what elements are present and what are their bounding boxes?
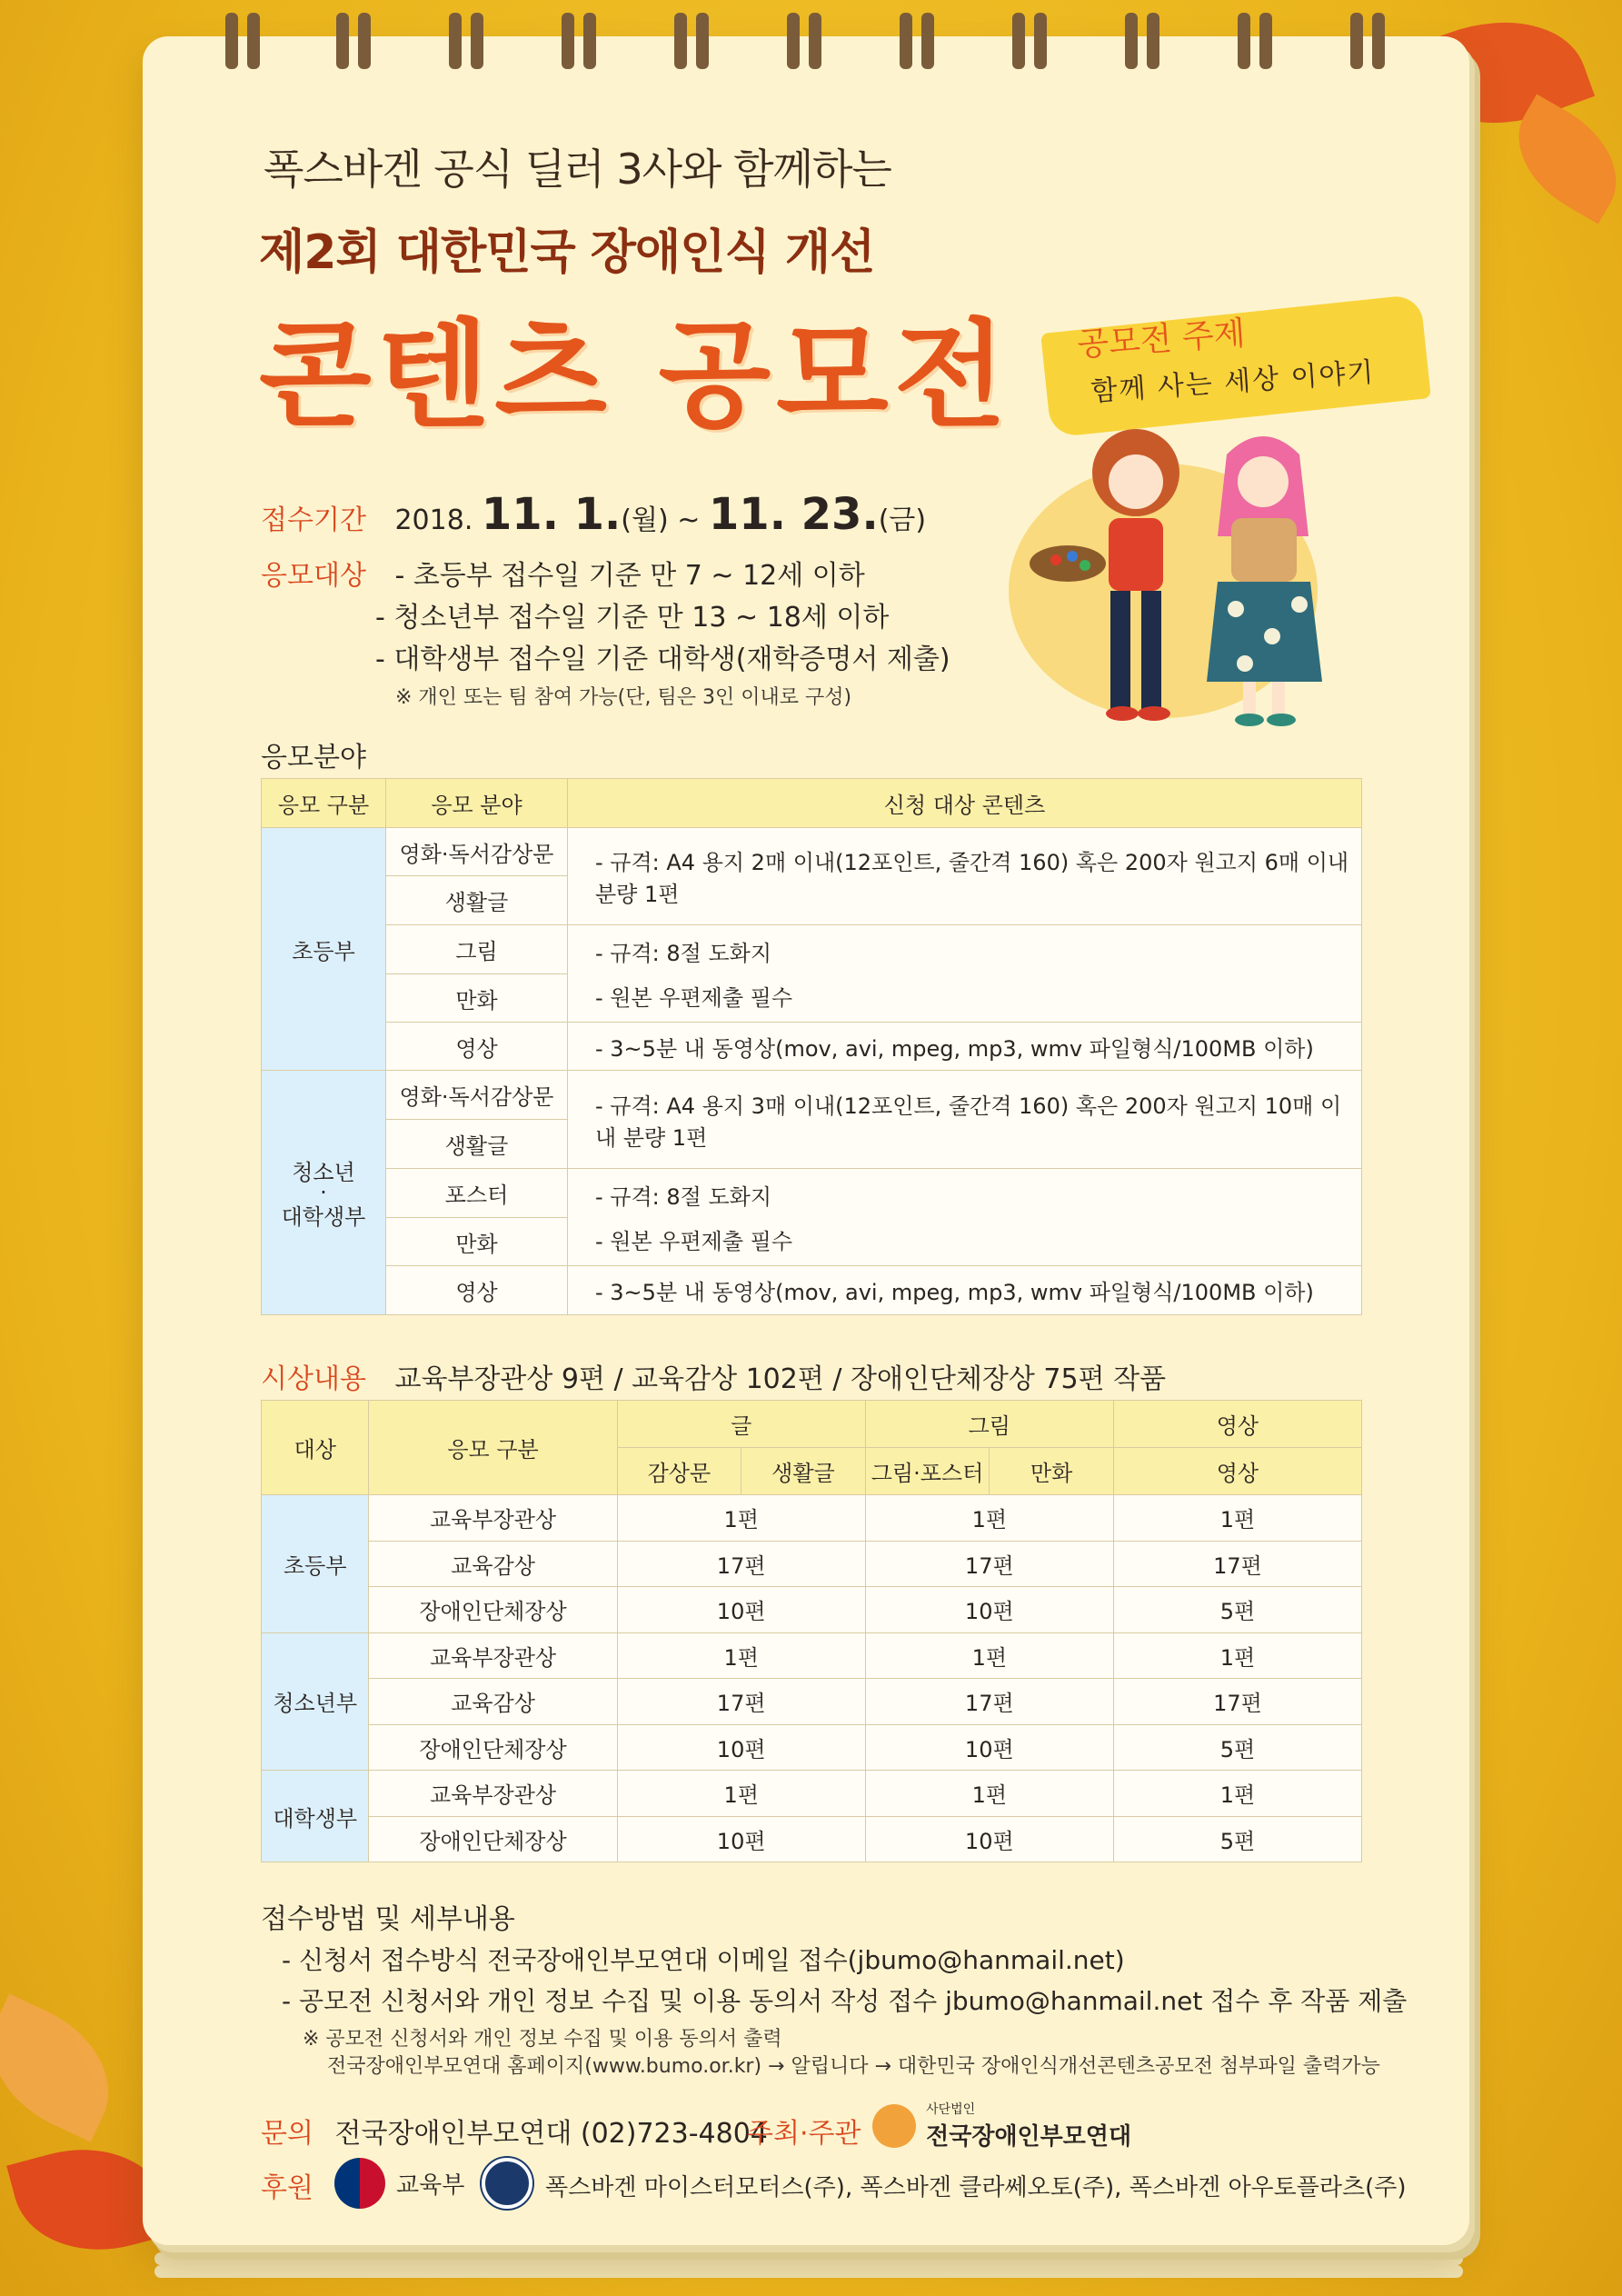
ring bbox=[921, 13, 934, 69]
award-cell: 교육감상 bbox=[369, 1679, 617, 1725]
ring bbox=[583, 13, 596, 69]
ring bbox=[449, 13, 462, 69]
table-row bbox=[262, 1587, 1362, 1633]
poster-title-big: 콘텐츠 공모전 bbox=[259, 308, 1012, 444]
host-name: 전국장애인부모연대 bbox=[926, 2123, 1132, 2151]
video-cell: 1편 bbox=[1113, 1495, 1361, 1542]
theme-label: 공모전 주제 bbox=[1076, 314, 1247, 364]
drawing-cell: 1편 bbox=[865, 1771, 1113, 1817]
ring bbox=[1147, 13, 1159, 69]
ring bbox=[1034, 13, 1047, 69]
volkswagen-icon bbox=[482, 2158, 532, 2209]
period-start-day: (월) bbox=[621, 504, 669, 536]
period-label: 접수기간 bbox=[261, 504, 366, 536]
fields-label: 응모분야 bbox=[261, 742, 366, 774]
writing-cell: 10편 bbox=[617, 1587, 865, 1633]
table-header: 응모 분야 bbox=[386, 779, 568, 828]
submission-note: 전국장애인부모연대 홈페이지(www.bumo.or.kr) → 알립니다 → 대한민국 장애인식개선콘텐츠공모전 첨부파일 출력가능 bbox=[327, 2055, 1380, 2078]
table-row bbox=[262, 1632, 1362, 1679]
fields-table bbox=[261, 778, 1362, 1315]
period-year: 2018. bbox=[394, 504, 473, 536]
sponsor-names: 폭스바겐 마이스터모터스(주), 폭스바겐 클라쎄오토(주), 폭스바겐 아우토플라츠(주) bbox=[545, 2174, 1407, 2201]
period-start: 11. 1. bbox=[481, 489, 622, 540]
category-line: 대학생부 bbox=[281, 1204, 366, 1230]
table-subheader: 생활글 bbox=[741, 1448, 866, 1495]
table-row bbox=[262, 1816, 1362, 1862]
writing-cell: 1편 bbox=[617, 1495, 865, 1542]
drawing-cell: 10편 bbox=[865, 1724, 1113, 1771]
category-line: 청소년 bbox=[292, 1160, 355, 1185]
table-row bbox=[262, 1169, 1362, 1218]
category-line: · bbox=[320, 1180, 327, 1205]
video-cell: 1편 bbox=[1113, 1632, 1361, 1679]
vw-logo bbox=[482, 2158, 543, 2209]
ring bbox=[1372, 13, 1385, 69]
sponsor-line bbox=[261, 2165, 313, 2205]
ring bbox=[336, 13, 349, 69]
desc-cell: - 규격: A4 용지 3매 이내(12포인트, 줄간격 160) 혹은 200자 원고지 10매 이내 분량 1편 bbox=[568, 1071, 1362, 1169]
eligibility-item: - 대학생부 접수일 기준 대학생(재학증명서 제출) bbox=[375, 644, 950, 675]
ring bbox=[809, 13, 821, 69]
video-cell: 17편 bbox=[1113, 1679, 1361, 1725]
writing-cell: 10편 bbox=[617, 1816, 865, 1862]
field-cell: 영화·독서감상문 bbox=[386, 1071, 568, 1120]
period-end-day: (금) bbox=[878, 504, 927, 536]
desc-cell: - 규격: A4 용지 2매 이내(12포인트, 줄간격 160) 혹은 200자 원고지 6매 이내 분량 1편 bbox=[568, 828, 1362, 925]
submission-label: 접수방법 및 세부내용 bbox=[261, 1903, 515, 1935]
drawing-cell: 1편 bbox=[865, 1495, 1113, 1542]
host-logo bbox=[872, 2100, 1131, 2151]
drawing-cell: 17편 bbox=[865, 1541, 1113, 1587]
poster-title-line: 제2회 대한민국 장애인식 개선 bbox=[259, 225, 875, 280]
ring bbox=[247, 13, 260, 69]
ring bbox=[358, 13, 371, 69]
video-cell: 5편 bbox=[1113, 1724, 1361, 1771]
page-edge bbox=[154, 2265, 1463, 2278]
host-label: 주최·주관 bbox=[747, 2118, 861, 2150]
award-cell: 교육부장관상 bbox=[369, 1632, 617, 1679]
ring bbox=[900, 13, 912, 69]
period-sep: ~ bbox=[677, 504, 701, 536]
host-small-text: 사단법인 bbox=[926, 2102, 976, 2117]
table-subheader: 그림·포스터 bbox=[865, 1448, 990, 1495]
ministry-name: 교육부 bbox=[396, 2171, 465, 2200]
table-header: 대상 bbox=[262, 1401, 369, 1495]
writing-cell: 10편 bbox=[617, 1724, 865, 1771]
table-row bbox=[262, 1679, 1362, 1725]
table-header: 그림 bbox=[865, 1401, 1113, 1448]
desc-cell: - 3~5분 내 동영상(mov, avi, mpeg, mp3, wmv 파일형식/100MB 이하) bbox=[568, 1023, 1362, 1071]
ring bbox=[471, 13, 483, 69]
writing-cell: 1편 bbox=[617, 1771, 865, 1817]
category-cell: 대학생부 bbox=[262, 1771, 369, 1862]
contact-text: 전국장애인부모연대 (02)723-4804 bbox=[334, 2118, 768, 2150]
ring bbox=[1125, 13, 1138, 69]
table-row bbox=[262, 1771, 1362, 1817]
awards-summary: 교육부장관상 9편 / 교육감상 102편 / 장애인단체장상 75편 작품 bbox=[394, 1363, 1167, 1395]
ring bbox=[787, 13, 800, 69]
eligibility-line-1 bbox=[261, 553, 865, 593]
category-cell: 청소년부 bbox=[262, 1632, 369, 1771]
award-cell: 교육부장관상 bbox=[369, 1771, 617, 1817]
period-line bbox=[261, 489, 926, 540]
video-cell: 1편 bbox=[1113, 1771, 1361, 1817]
award-cell: 교육부장관상 bbox=[369, 1495, 617, 1542]
table-subheader: 영상 bbox=[1113, 1448, 1361, 1495]
table-header: 응모 구분 bbox=[369, 1401, 617, 1495]
contact-label: 문의 bbox=[261, 2118, 313, 2150]
video-cell: 5편 bbox=[1113, 1816, 1361, 1862]
award-cell: 장애인단체장상 bbox=[369, 1587, 617, 1633]
ministry-logo bbox=[334, 2158, 464, 2209]
field-cell: 생활글 bbox=[386, 876, 568, 925]
field-cell: 영상 bbox=[386, 1023, 568, 1071]
award-cell: 장애인단체장상 bbox=[369, 1816, 617, 1862]
table-header: 영상 bbox=[1113, 1401, 1361, 1448]
theme-text: 함께 사는 세상 이야기 bbox=[1090, 356, 1377, 408]
table-header: 응모 구분 bbox=[262, 779, 386, 828]
writing-cell: 17편 bbox=[617, 1679, 865, 1725]
video-cell: 5편 bbox=[1113, 1587, 1361, 1633]
desc-line: - 규격: 8절 도화지 bbox=[595, 1184, 772, 1210]
award-cell: 교육감상 bbox=[369, 1541, 617, 1587]
table-row bbox=[262, 1023, 1362, 1071]
category-cell bbox=[262, 1071, 386, 1315]
desc-cell: - 3~5분 내 동영상(mov, avi, mpeg, mp3, wmv 파일형식/100MB 이하) bbox=[568, 1266, 1362, 1315]
field-cell: 만화 bbox=[386, 974, 568, 1023]
writing-cell: 1편 bbox=[617, 1632, 865, 1679]
field-cell: 그림 bbox=[386, 925, 568, 974]
ring bbox=[1259, 13, 1272, 69]
table-header-row bbox=[262, 1401, 1362, 1448]
field-cell: 영화·독서감상문 bbox=[386, 828, 568, 876]
field-cell: 생활글 bbox=[386, 1120, 568, 1169]
table-row bbox=[262, 1541, 1362, 1587]
table-header: 신청 대상 콘텐츠 bbox=[568, 779, 1362, 828]
table-row bbox=[262, 1266, 1362, 1315]
drawing-cell: 10편 bbox=[865, 1587, 1113, 1633]
drawing-cell: 1편 bbox=[865, 1632, 1113, 1679]
sponsor-label: 후원 bbox=[261, 2172, 313, 2204]
field-cell: 포스터 bbox=[386, 1169, 568, 1218]
category-cell: 초등부 bbox=[262, 1495, 369, 1633]
table-row bbox=[262, 828, 1362, 876]
desc-line: - 규격: 8절 도화지 bbox=[595, 941, 772, 966]
page-edge bbox=[154, 2252, 1463, 2265]
ring bbox=[696, 13, 709, 69]
table-row bbox=[262, 925, 1362, 974]
girls-illustration bbox=[1000, 418, 1399, 754]
category-cell: 초등부 bbox=[262, 828, 386, 1071]
ring bbox=[1350, 13, 1363, 69]
ring bbox=[1012, 13, 1025, 69]
eligibility-item: - 초등부 접수일 기준 만 7 ~ 12세 이하 bbox=[394, 560, 865, 592]
awards-table bbox=[261, 1400, 1362, 1862]
eligibility-label: 응모대상 bbox=[261, 560, 366, 592]
eligibility-item: - 청소년부 접수일 기준 만 13 ~ 18세 이하 bbox=[375, 602, 890, 634]
ring bbox=[562, 13, 574, 69]
taegeuk-icon bbox=[334, 2158, 385, 2209]
video-cell: 17편 bbox=[1113, 1541, 1361, 1587]
submission-item: - 신청서 접수방식 전국장애인부모연대 이메일 접수(jbumo@hanmail.net) bbox=[282, 1945, 1125, 1975]
table-row bbox=[262, 1071, 1362, 1120]
table-row bbox=[262, 1495, 1362, 1542]
field-cell: 영상 bbox=[386, 1266, 568, 1315]
period-end: 11. 23. bbox=[708, 489, 879, 540]
ring bbox=[1238, 13, 1250, 69]
table-header-row bbox=[262, 779, 1362, 828]
field-cell: 만화 bbox=[386, 1218, 568, 1266]
award-cell: 장애인단체장상 bbox=[369, 1724, 617, 1771]
submission-note: ※ 공모전 신청서와 개인 정보 수집 및 이용 동의서 출력 bbox=[303, 2028, 782, 2051]
writing-cell: 17편 bbox=[617, 1541, 865, 1587]
poster-subtitle: 폭스바겐 공식 딜러 3사와 함께하는 bbox=[264, 145, 891, 194]
desc-cell bbox=[568, 1169, 1362, 1266]
drawing-cell: 17편 bbox=[865, 1679, 1113, 1725]
submission-item: - 공모전 신청서와 개인 정보 수집 및 이용 동의서 작성 접수 jbumo@hanmail.net 접수 후 작품 제출 bbox=[282, 1986, 1408, 2016]
contact-line bbox=[261, 2111, 768, 2151]
desc-cell bbox=[568, 925, 1362, 1023]
desc-line: - 원본 우편제출 필수 bbox=[595, 1229, 793, 1254]
ring bbox=[674, 13, 687, 69]
table-row bbox=[262, 1724, 1362, 1771]
ring bbox=[225, 13, 238, 69]
table-subheader: 만화 bbox=[990, 1448, 1114, 1495]
desc-line: - 원본 우편제출 필수 bbox=[595, 985, 793, 1011]
awards-line bbox=[261, 1356, 1166, 1396]
drawing-cell: 10편 bbox=[865, 1816, 1113, 1862]
awards-label: 시상내용 bbox=[261, 1363, 366, 1395]
table-subheader: 감상문 bbox=[617, 1448, 741, 1495]
host-logo-icon bbox=[872, 2104, 916, 2148]
host-line bbox=[747, 2111, 861, 2151]
table-header: 글 bbox=[617, 1401, 865, 1448]
eligibility-note: ※ 개인 또는 팀 참여 가능(단, 팀은 3인 이내로 구성) bbox=[395, 686, 852, 709]
